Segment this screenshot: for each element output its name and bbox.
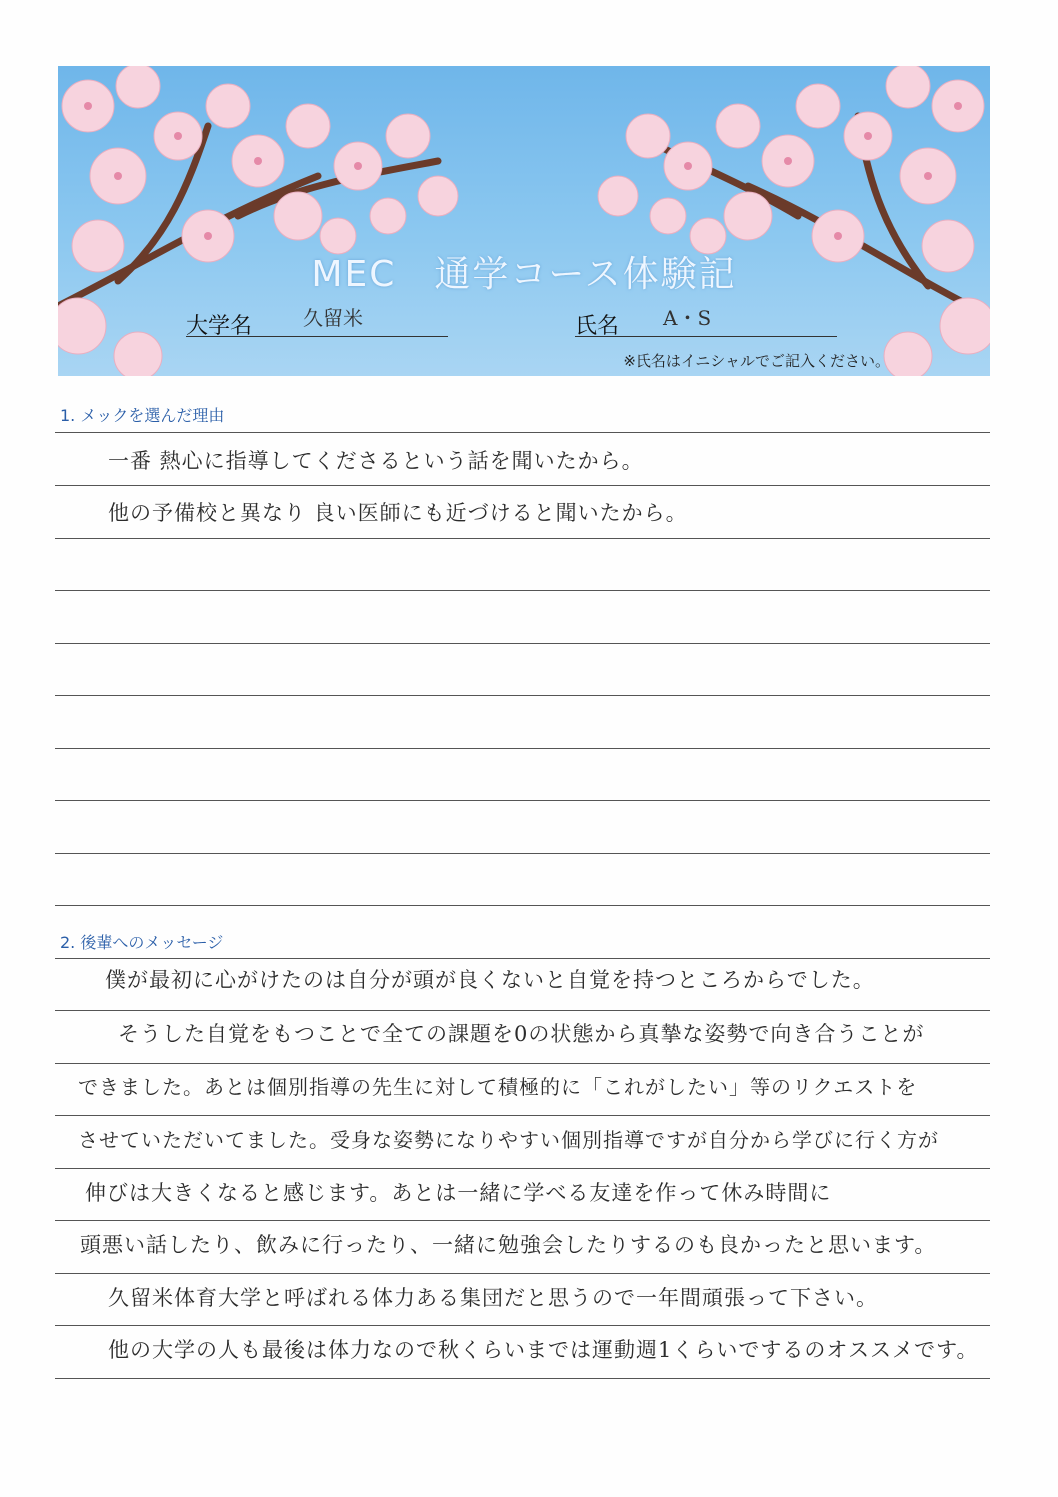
rule-line [55,695,990,696]
rule-line [55,853,990,854]
university-value: 久留米 [303,306,363,330]
rule-line [55,1168,990,1169]
handwritten-line: 僕が最初に心がけたのは自分が頭が良くないと自覚を持つところからでした。 [105,968,875,992]
rule-line [55,800,990,801]
university-label: 大学名 [186,314,253,339]
handwritten-line: 伸びは大きくなると感じます。あとは一緒に学べる友達を作って休み時間に [85,1181,832,1205]
rule-line [55,958,990,959]
rule-line [55,1325,990,1326]
name-underline [575,336,837,337]
rule-line [55,485,990,486]
name-label: 氏名 [575,314,620,339]
handwritten-line: できました。あとは個別指導の先生に対して積極的に「これがしたい」等のリクエストを [78,1075,918,1099]
handwritten-line: そうした自覚をもつことで全ての課題を0の状態から真摯な姿勢で向き合うことが [118,1022,925,1046]
handwritten-line: 頭悪い話したり、飲みに行ったり、一緒に勉強会したりするのも良かったと思います。 [80,1233,937,1257]
rule-line [55,1063,990,1064]
rule-line [55,643,990,644]
section-1-title: 1. メックを選んだ理由 [60,406,225,425]
handwritten-line: 他の大学の人も最後は体力なので秋くらいまでは運動週1くらいでするのオススメです。 [108,1338,979,1362]
section-2-title: 2. 後輩へのメッセージ [60,933,224,952]
handwritten-line: 久留米体育大学と呼ばれる体力ある集団だと思うので一年間頑張って下さい。 [108,1286,878,1310]
rule-line [55,1378,990,1379]
page-title: MEC 通学コース体験記 [311,254,737,295]
rule-line [55,590,990,591]
handwritten-line: させていただいてました。受身な姿勢になりやすい個別指導ですが自分から学びに行く方が [78,1128,939,1152]
handwritten-line: 一番 熱心に指導してくださるという話を聞いたから。 [108,449,644,473]
header-banner [58,66,990,376]
handwritten-line: 他の予備校と異なり 良い医師にも近づけると聞いたから。 [108,501,688,525]
rule-line [55,905,990,906]
rule-line [55,1115,990,1116]
rule-line [55,1220,990,1221]
rule-line [55,1273,990,1274]
rule-line [55,432,990,433]
rule-line [55,1010,990,1011]
name-value: A・S [663,306,712,330]
initials-note: ※氏名はイニシャルでご記入ください。 [623,352,890,370]
university-underline [186,336,448,337]
rule-line [55,748,990,749]
rule-line [55,538,990,539]
